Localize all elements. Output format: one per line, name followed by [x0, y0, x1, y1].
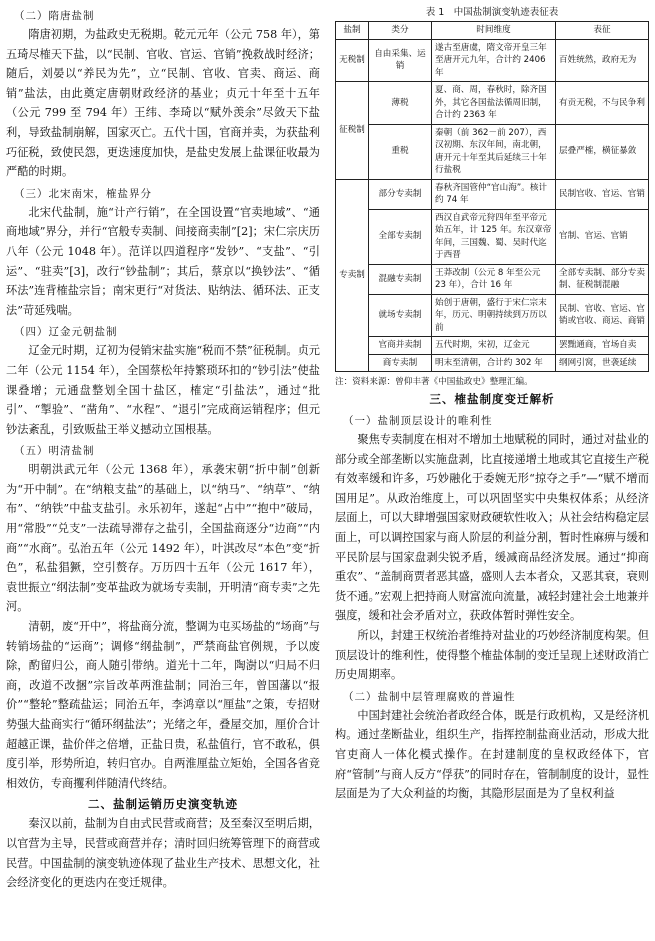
time-cell: 秦朝（前 362－前 207），西汉初期、东汉年间，南北朝，唐开元十年至其后延续三十年行盐税	[432, 124, 556, 179]
header-system: 盐制	[336, 22, 369, 40]
table-row	[336, 354, 649, 372]
time-cell: 明末至清朝，合计约 302 年	[432, 354, 556, 372]
table-row	[336, 294, 649, 337]
table-note: 注：资料来源：曾仰丰著《中国盐政史》整理汇编。	[335, 377, 533, 387]
category-cell: 全部专卖制	[369, 209, 432, 264]
category-cell: 部分专卖制	[369, 179, 432, 209]
time-cell: 西汉自武帝元狩四年至平帝元始五年，计 125 年。东汉章帝年间，三国魏、蜀、吴时代迄于西晋	[432, 209, 556, 264]
category-cell: 重税	[369, 124, 432, 179]
group-label-cell: 专卖制	[336, 179, 369, 372]
feature-cell: 纲网引窝，世袭延续	[556, 354, 649, 372]
table-row	[336, 264, 649, 294]
feature-cell: 官制、官运、官销	[556, 209, 649, 264]
feature-cell: 层叠严榷，横征暴敛	[556, 124, 649, 179]
section-heading: 三、榷盐制度变迁解析	[429, 392, 555, 406]
header-feature: 表征	[556, 22, 649, 40]
time-cell: 春秋齐国管仲“官山海”。核计约 74 年	[432, 179, 556, 209]
time-cell: 夏、商、周，春秋时，除齐国外，其它各国盐法循周旧制，合计约 2363 年	[432, 82, 556, 125]
category-cell: 商专卖制	[369, 354, 432, 372]
table-row	[336, 179, 649, 209]
table-row	[336, 82, 649, 125]
paragraph: 所以，封建王权统治者维持对盐业的巧妙经济制度构架。但顶层设计的维利性，使得整个榷盐体制的变迁呈现上述财政消亡历史周期率。	[335, 628, 649, 682]
subsection-heading: （五）明清盐制	[14, 445, 95, 458]
table-header-row	[336, 22, 649, 40]
group-label-cell: 征税制	[336, 82, 369, 180]
feature-cell: 全部专卖制、部分专卖制、征税制混融	[556, 264, 649, 294]
category-cell: 薄税	[369, 82, 432, 125]
table-row	[336, 337, 649, 355]
paragraph: 北宋代盐制，施“计产行销”，在全国设置“官卖地域”、“通商地域”界分，并行“官般专卖制、间接商卖制”[2]；宋仁宗庆历八年（公元 1048 年）。范详以四道程序“发钞”、“支盐”、“引运”、“驻卖”[3]，改行“钞盐制”；其后，蔡京以“换钞法”、“循环法”连背榷盐宗旨；南宋更行“对货法、贴纳法、循环法、正支法”苛延残喘。	[6, 205, 320, 317]
feature-cell: 民制、官收、官运、官销或官收、商运、商销	[556, 294, 649, 337]
subsection-heading: （四）辽金元朝盐制	[14, 326, 118, 339]
time-cell: 始创于唐朝，盛行于宋仁宗末年，历元、明朝持续到万历以前	[432, 294, 556, 337]
category-cell: 就场专卖制	[369, 294, 432, 337]
paragraph: 隋唐初期，为盐政史无税期。乾元元年（公元 758 年），第五琦尽榷天下盐，以“民制、官收、官运、官销”挽救战时经济；随后，刘晏以“养民为先”，立“民制、官收、官卖、商运、商销”盐法，由此奠定唐朝财政经济的基业；贞元十年至十五年（公元 799 至 794 年）王纬、李琦以“赋外羡余”尽敛天下盐利，导致盐制崩解，国家灭亡。五代十国，官商并卖，为获盐利巧征税，致使民怨，更迭速度加快，是盐史发展上盐课征收最为严酷的时期。	[6, 28, 320, 179]
subsection-heading: （二）盐制中层管理腐败的普遍性	[343, 690, 516, 703]
table-row	[336, 39, 649, 82]
table-row	[336, 124, 649, 179]
time-cell: 遂古至唐虞，隋文帝开皇三年至唐开元九年，合计约 2406 年	[432, 39, 556, 82]
paragraph: 辽金元时期，辽初为侵销宋盐实施“税而不禁”征税制。贞元二年（公元 1154 年），全国蔡松年持繁琐环扣的“钞引法”使盐课叠增；元通盘整划全国十盐区，榷定“引盐法”，通过“批引”、“掣验”、“凿角”、“水程”、“退引”完成商运销程序；但元钞法紊乱，引致贩盐王举义撼动立国根基。	[6, 344, 320, 436]
feature-cell: 罢黜通商，官场自卖	[556, 337, 649, 355]
right-column	[335, 4, 649, 804]
paragraph: 中国封建社会统治者政经合体，既是行政机构，又是经济机构。通过垄断盐业，组织生产，指挥控制盐商业活动，形成大批官吏商人一体化模式操作。在封建制度的皇权政经体下，官府“管制”与商人反方“俘获”的同时存在，管制制度的设计，显性层面是为了大众利益的均衡，其隐形层面是为了皇权利益	[335, 708, 649, 801]
paragraph: 明朝洪武元年（公元 1368 年），承袭宋朝“折中制”创新为“开中制”。在“纳粮支盐”的基础上，以“纳马”、“纳草”、“纳布”、“纳铁”中盐支盐引。永乐初年，遂起“占中”“抱中”破局，用“常股”“兑支”一法疏导滞存之盐引，全国盐商逐分“边商”“内商”“水商”。弘治五年（公元 1492 年），叶淇改尽“本色”变“折色”，私盐猖獗，空引赘存。万历四十五年（公元 1617 年），袁世振立“纲法制”变革盐政为就场专卖制，开明清“商专卖”之先河。	[6, 463, 320, 614]
subsection-heading: （一）盐制顶层设计的唯利性	[343, 415, 493, 427]
subsection-heading: （三）北宋南宋，榷盐界分	[14, 187, 152, 200]
category-cell: 自由采集、运销	[369, 39, 432, 82]
left-column	[6, 4, 320, 893]
group-label-cell: 无税制	[336, 39, 369, 82]
section-heading: 二、盐制运销历史演变轨迹	[88, 797, 238, 812]
category-cell: 混融专卖制	[369, 264, 432, 294]
time-cell: 王莽改制（公元 8 年至公元 23 年），合计 16 年	[432, 264, 556, 294]
header-category: 类分	[369, 22, 432, 40]
table-title: 表 1 中国盐制演变轨迹表征表	[425, 7, 559, 18]
feature-cell: 有贡无税，不与民争利	[556, 82, 649, 125]
category-cell: 官商并卖制	[369, 337, 432, 355]
feature-cell: 民制官收、官运、官销	[556, 179, 649, 209]
paragraph: 清朝，废“开中”，将盐商分流，整调为屯买场盐的“场商”与转销场盐的“运商”；调修“纲盐制”，严禁商盐官例规，予以废除，酌留归公，商人随引带纳。道光十二年，陶澍以“归局不归商，改道不改捆”宗旨改革两淮盐制；同治三年，曾国藩以“报价”“整轮”整疏盐运；同治五年，李鸿章以“厘盐”之策，专招财势强大盐商实行“循环纲盐法”；光绪之年，叠屋交加，厘价合计超越正课，盐价伴之倍增，正盐日贵，私盐值行，官不敢私，俱度引举，形势所迫，转归官办。自两淮厘盐立矩始，全国各省竞相效仿，专商攫利伴随清代终结。	[6, 620, 320, 790]
time-cell: 五代时期，宋初，辽金元	[432, 337, 556, 355]
paragraph: 秦汉以前，盐制为自由式民营或商营；及至秦汉至明后期，以官营为主导，民营或商营并存；清时回归统筹管理下的商营或民营。中国盐制的演变轨迹体现了盐业生产技术、思想文化，社会经济变化的更迭内在变迁规律。	[6, 817, 320, 890]
subsection-heading: （二）隋唐盐制	[14, 10, 95, 22]
paragraph: 聚焦专卖制度在相对不增加土地赋税的同时，通过对盐业的部分或全部垄断以实施盘剥，比直接递增土地或其它直接生产税有效率缓和许多，巧妙融化于委婉无形“掠夺之手”—“赋不增而国用足”。从政治维度上，可以巩固坚实中央集权体系；从经济层面上，可以大肆增强国家财政硬软性收入；从社会结构稳定层面上，可以调控国家与商人阶层的利益分割，暂时性麻痹与缓和平民阶层与国家盘剥尖锐矛盾，缓减商品经济发展。通过“抑商重农”、“盖制商贾者恶其盛，盛则人去本者众，又恶其衰，衰则货不通。”宏观上把持商人财富流向流量，减轻封建社会土地兼并强度，缓和社会矛盾对立，获政体暂时弹性安全。	[335, 433, 649, 623]
table-row	[336, 209, 649, 264]
feature-cell: 百姓统然，政府无为	[556, 39, 649, 82]
salt-system-table	[335, 21, 649, 372]
header-time: 时间维度	[432, 22, 556, 40]
